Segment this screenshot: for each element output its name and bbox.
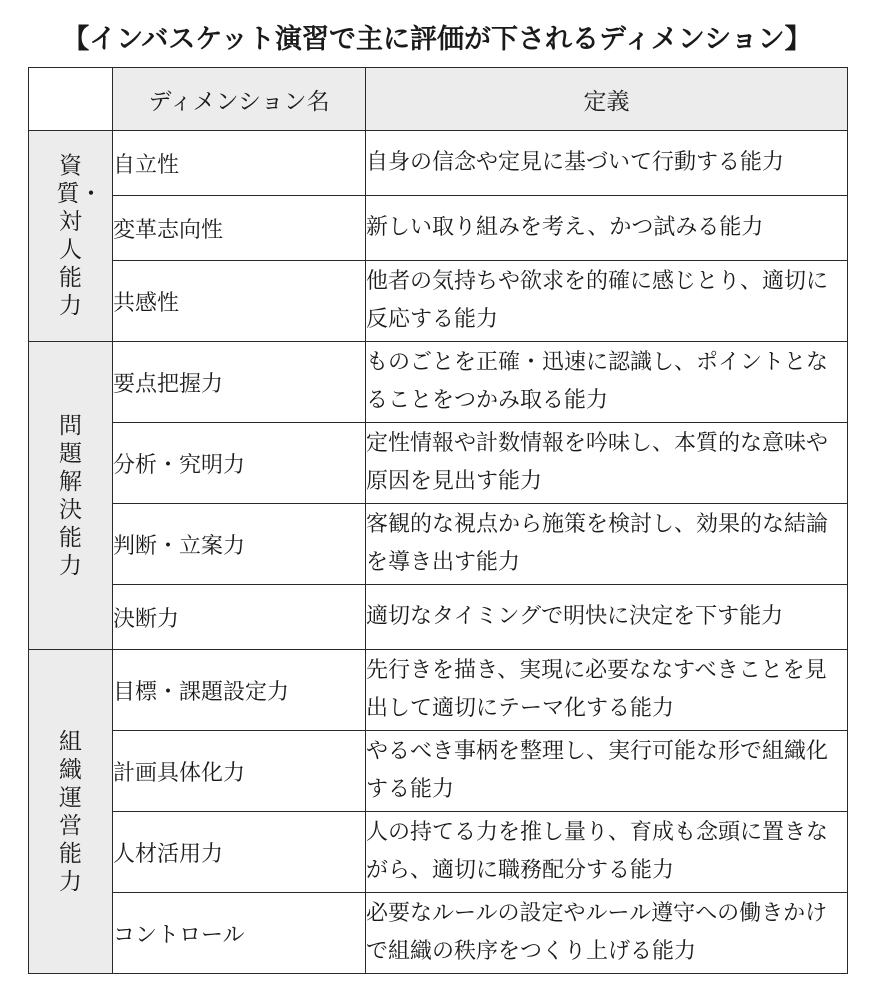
dimension-name: 目標・課題設定力 — [113, 650, 366, 731]
dimension-definition: 必要なルールの設定やルール遵守への働きかけで組織の秩序をつくり上げる能力 — [366, 893, 848, 974]
group-label: 資質・対人能力 — [56, 153, 103, 319]
dimension-definition: 他者の気持ちや欲求を的確に感じとり、適切に反応する能力 — [366, 261, 848, 342]
group-label: 問題解決能力 — [59, 412, 82, 579]
dimension-name: 判断・立案力 — [113, 504, 366, 585]
table-row — [29, 731, 848, 812]
dimension-definition: 客観的な視点から施策を検討し、効果的な結論を導き出す能力 — [366, 504, 848, 585]
dimension-name: 分析・究明力 — [113, 423, 366, 504]
dimension-definition: 人の持てる力を推し量り、育成も念頭に置きながら、適切に職務配分する能力 — [366, 812, 848, 893]
table-row — [29, 423, 848, 504]
dimension-name: 要点把握力 — [113, 342, 366, 423]
group-label: 組織運営能力 — [59, 728, 82, 895]
dimension-definition: やるべき事柄を整理し、実行可能な形で組織化する能力 — [366, 731, 848, 812]
dimension-definition: 新しい取り組みを考え、かつ試みる能力 — [366, 196, 848, 261]
header-blank-cell — [29, 68, 113, 131]
table-row — [29, 585, 848, 650]
dimension-name: コントロール — [113, 893, 366, 974]
dimension-name: 計画具体化力 — [113, 731, 366, 812]
table-row — [29, 196, 848, 261]
dimension-definition: 適切なタイミングで明快に決定を下す能力 — [366, 585, 848, 650]
header-dimension-name: ディメンション名 — [113, 68, 366, 131]
group-label-cell — [29, 131, 113, 342]
table-row — [29, 812, 848, 893]
table-row — [29, 342, 848, 423]
header-definition: 定義 — [366, 68, 848, 131]
page-title: 【インバスケット演習で主に評価が下されるディメンション】 — [62, 24, 812, 55]
dimension-definition: ものごとを正確・迅速に認識し、ポイントとなることをつかみ取る能力 — [366, 342, 848, 423]
group-label-cell — [29, 650, 113, 974]
dimension-name: 人材活用力 — [113, 812, 366, 893]
table-row — [29, 504, 848, 585]
dimension-name: 決断力 — [113, 585, 366, 650]
table-row — [29, 893, 848, 974]
dimensions-table — [28, 67, 848, 974]
dimension-definition: 自身の信念や定見に基づいて行動する能力 — [366, 131, 848, 196]
dimension-definition: 先行きを描き、実現に必要ななすべきことを見出して適切にテーマ化する能力 — [366, 650, 848, 731]
header-row — [29, 68, 848, 131]
table-row — [29, 131, 848, 196]
dimension-name: 変革志向性 — [113, 196, 366, 261]
table-row — [29, 650, 848, 731]
dimension-definition: 定性情報や計数情報を吟味し、本質的な意味や原因を見出す能力 — [366, 423, 848, 504]
dimension-name: 自立性 — [113, 131, 366, 196]
table-row — [29, 261, 848, 342]
group-label-cell — [29, 342, 113, 650]
dimension-name: 共感性 — [113, 261, 366, 342]
